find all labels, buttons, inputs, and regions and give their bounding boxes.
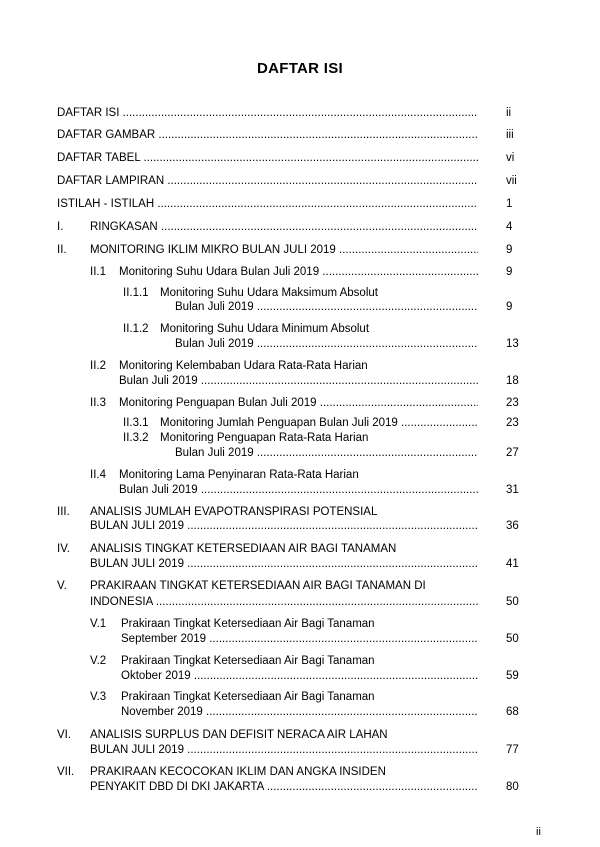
toc-entry-label: PRAKIRAAN TINGKAT KETERSEDIAAN AIR BAGI TANAMAN DI xyxy=(90,580,426,592)
toc-entry-number: V. xyxy=(57,580,67,592)
toc-entry-page: 13 xyxy=(506,338,519,350)
toc-entry xyxy=(0,219,600,235)
toc-entry xyxy=(0,445,600,461)
toc-entry xyxy=(0,631,600,647)
toc-entry xyxy=(0,173,600,189)
toc-entry xyxy=(0,242,600,258)
toc-entry-label: Monitoring Suhu Udara Maksimum Absolut xyxy=(160,287,378,299)
toc-entry xyxy=(0,321,600,337)
toc-entry-label: November 2019 ..... xyxy=(121,704,478,720)
toc-entry-label: PRAKIRAAN KECOCOKAN IKLIM DAN ANGKA INSIDEN xyxy=(90,766,386,778)
toc-entry xyxy=(0,689,600,705)
toc-entry xyxy=(0,779,600,795)
toc-entry-label: INDONESIA ..... xyxy=(90,594,478,610)
toc-entry xyxy=(0,467,600,483)
toc-entry-page: vi xyxy=(506,152,515,164)
toc-entry-page: iii xyxy=(506,129,514,141)
toc-entry xyxy=(0,336,600,352)
toc-entry-page: 36 xyxy=(506,520,519,532)
toc-entry-number: I. xyxy=(57,221,64,233)
toc-entry xyxy=(0,127,600,143)
toc-entry xyxy=(0,518,600,534)
toc-entry-label: Prakiraan Tingkat Ketersediaan Air Bagi Tanaman xyxy=(121,691,375,703)
toc-entry-label: RINGKASAN ..... xyxy=(90,219,478,235)
toc-entry xyxy=(0,415,600,431)
toc-entry-number: VI. xyxy=(57,729,72,741)
toc-entry-number: VII. xyxy=(57,766,75,778)
toc-entry-number: II.1 xyxy=(90,266,106,278)
toc-entry-page: 9 xyxy=(506,301,513,313)
toc-entry-number: V.1 xyxy=(90,618,107,630)
toc-entry-label: Monitoring Suhu Udara Minimum Absolut xyxy=(160,323,370,335)
toc-entry xyxy=(0,764,600,780)
toc-entry-label: Bulan Juli 2019 ..... xyxy=(175,445,478,461)
toc-entry-label: Prakiraan Tingkat Ketersediaan Air Bagi Tanaman xyxy=(121,618,375,630)
toc-entry xyxy=(0,150,600,166)
toc-entry-label: Bulan Juli 2019 ..... xyxy=(175,299,478,315)
toc-entry xyxy=(0,541,600,557)
toc-entry xyxy=(0,578,600,594)
toc-entry-label: Bulan Juli 2019 ..... xyxy=(119,373,478,389)
toc-entry xyxy=(0,358,600,374)
toc-entry-page: 23 xyxy=(506,417,519,429)
toc-entry-page: 1 xyxy=(506,198,513,210)
toc-entry xyxy=(0,196,600,212)
toc-entry-label: September 2019 ..... xyxy=(121,631,478,647)
toc-entry xyxy=(0,395,600,411)
toc-entry-page: 41 xyxy=(506,558,519,570)
toc-entry-label: BULAN JULI 2019 ..... xyxy=(90,518,478,534)
toc-entry-number: II.3.1 xyxy=(123,417,149,429)
toc-entry-number: II.4 xyxy=(90,469,106,481)
toc-entry xyxy=(0,616,600,632)
toc-entry-page: vii xyxy=(506,175,517,187)
toc-entry-number: III. xyxy=(57,506,70,518)
toc-entry-label: Bulan Juli 2019 ..... xyxy=(119,482,478,498)
toc-entry xyxy=(0,373,600,389)
toc-entry xyxy=(0,299,600,315)
toc-entry-label: ISTILAH - ISTILAH ..... xyxy=(57,196,478,212)
toc-entry-page: 23 xyxy=(506,397,519,409)
toc-entry-page: 77 xyxy=(506,744,519,756)
toc-entry-page: 80 xyxy=(506,781,519,793)
toc-entry-label: DAFTAR TABEL ..... xyxy=(57,150,478,166)
toc-entry-label: Monitoring Kelembaban Udara Rata-Rata Harian xyxy=(119,360,368,372)
toc-entry-number: II.1.2 xyxy=(123,323,149,335)
toc-entry xyxy=(0,105,600,121)
toc-entry-label: DAFTAR ISI ..... xyxy=(57,105,478,121)
toc-entry-number: V.2 xyxy=(90,655,107,667)
toc-entry-page: 9 xyxy=(506,244,513,256)
toc-entry xyxy=(0,727,600,743)
toc-entry-page: 68 xyxy=(506,706,519,718)
toc-entry xyxy=(0,556,600,572)
toc-entry-label: BULAN JULI 2019 ..... xyxy=(90,742,478,758)
page-number-footer: ii xyxy=(536,826,541,838)
toc-entry-page: 27 xyxy=(506,447,519,459)
toc-entry-number: II.3 xyxy=(90,397,106,409)
toc-entry-label: PENYAKIT DBD DI DKI JAKARTA ..... xyxy=(90,779,478,795)
toc-entry-number: IV. xyxy=(57,543,71,555)
toc-entry-label: Bulan Juli 2019 ..... xyxy=(175,336,478,352)
toc-entry-page: 50 xyxy=(506,596,519,608)
toc-entry-number: II. xyxy=(57,244,67,256)
toc-entry-label: MONITORING IKLIM MIKRO BULAN JULI 2019 ..... xyxy=(90,242,478,258)
toc-entry-label: ANALISIS SURPLUS DAN DEFISIT NERACA AIR LAHAN xyxy=(90,729,388,741)
toc-entry-number: II.1.1 xyxy=(123,287,149,299)
toc-entry-page: 18 xyxy=(506,375,519,387)
toc-entry xyxy=(0,594,600,610)
toc-entry xyxy=(0,742,600,758)
toc-entry-label: BULAN JULI 2019 ..... xyxy=(90,556,478,572)
toc-entry xyxy=(0,482,600,498)
toc-entry-label: DAFTAR GAMBAR ..... xyxy=(57,127,478,143)
toc-entry-label: DAFTAR LAMPIRAN ..... xyxy=(57,173,478,189)
toc-entry-label: Monitoring Penguapan Bulan Juli 2019 ..... xyxy=(119,395,478,411)
toc-entry-label: ANALISIS TINGKAT KETERSEDIAAN AIR BAGI TANAMAN xyxy=(90,543,397,555)
toc-entry xyxy=(0,668,600,684)
toc-entry-number: II.3.2 xyxy=(123,432,149,444)
toc-entry-number: V.3 xyxy=(90,691,107,703)
toc-entry-page: 50 xyxy=(506,633,519,645)
toc-entry-label: Monitoring Suhu Udara Bulan Juli 2019 ..... xyxy=(119,264,478,280)
page-title: DAFTAR ISI xyxy=(256,60,344,77)
toc-entry-label: Monitoring Penguapan Rata-Rata Harian xyxy=(160,432,369,444)
toc-entry xyxy=(0,264,600,280)
toc-entry-page: ii xyxy=(506,107,512,119)
toc-entry-page: 9 xyxy=(506,266,513,278)
toc-entry-page: 4 xyxy=(506,221,513,233)
toc-entry-page: 59 xyxy=(506,670,519,682)
toc-entry-number: II.2 xyxy=(90,360,106,372)
toc-entry-label: Prakiraan Tingkat Ketersediaan Air Bagi Tanaman xyxy=(121,655,375,667)
toc-entry xyxy=(0,704,600,720)
toc-entry-label: Oktober 2019 ..... xyxy=(121,668,478,684)
toc-entry-label: Monitoring Jumlah Penguapan Bulan Juli 2019 ..... xyxy=(160,415,478,431)
toc-entry xyxy=(0,430,600,446)
toc-entry-label: ANALISIS JUMLAH EVAPOTRANSPIRASI POTENSIAL xyxy=(90,506,378,518)
toc-entry-label: Monitoring Lama Penyinaran Rata-Rata Harian xyxy=(119,469,359,481)
toc-entry xyxy=(0,653,600,669)
toc-entry-page: 31 xyxy=(506,484,519,496)
